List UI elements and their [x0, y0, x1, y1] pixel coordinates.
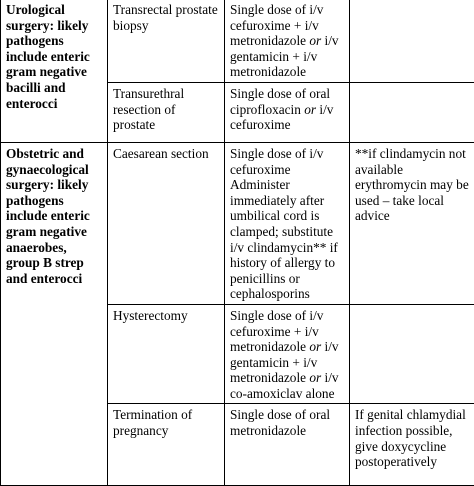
notes-cell: **if clindamycin not available erythromycin may be used – take local advice [350, 142, 474, 304]
regimen-text: Single dose of oral metronidazole [230, 407, 330, 438]
regimen-text: i/v co-amoxiclav alone [230, 370, 339, 401]
procedure-cell: Hysterectomy [108, 304, 225, 404]
regimen-cell [225, 142, 350, 304]
procedure-cell: Caesarean section [108, 142, 225, 304]
regimen-text: Single dose of oral ciprofloxacin [230, 86, 330, 117]
procedure-cell: Transrectal prostate biopsy [108, 0, 225, 82]
notes-cell [350, 304, 474, 404]
table-row [1, 0, 474, 82]
regimen-cell [225, 404, 350, 486]
regimen-text: i/v gentamicin + i/v metronidazole [230, 339, 339, 385]
regimen-cell [225, 82, 350, 142]
regimen-text: Single dose of i/v cefuroxime + i/v metronidazole [230, 2, 323, 48]
notes-cell [350, 82, 474, 142]
surgery-group-cell: Obstetric and gynaecological surgery: likely pathogens include enteric gram negative anaerobes, group B strep and enterocci [1, 142, 108, 486]
table-row [1, 142, 474, 304]
procedure-cell: Transurethral resection of prostate [108, 82, 225, 142]
regimen-or: or [309, 33, 321, 48]
regimen-text: i/v cefuroxime [230, 102, 333, 133]
regimen-text: Single dose of i/v cefuroxime Administer immediately after umbilical cord is clamped; substitute i/v clindamycin** if history of allergy to penicillins or cephalosporins [230, 146, 338, 301]
regimen-or: or [304, 102, 316, 117]
regimen-cell [225, 0, 350, 82]
regimen-text: Single dose of i/v cefuroxime + i/v metronidazole [230, 308, 323, 354]
procedure-cell: Termination of pregnancy [108, 404, 225, 486]
surgery-group-cell: Urological surgery: likely pathogens include enteric gram negative bacilli and enterocci [1, 0, 108, 142]
regimen-text: i/v gentamicin + i/v metronidazole [230, 33, 339, 79]
notes-cell: If genital chlamydial infection possible, give doxycycline postoperatively [350, 404, 474, 486]
regimen-cell [225, 304, 350, 404]
regimen-or: or [309, 370, 321, 385]
notes-cell [350, 0, 474, 82]
regimen-or: or [309, 339, 321, 354]
